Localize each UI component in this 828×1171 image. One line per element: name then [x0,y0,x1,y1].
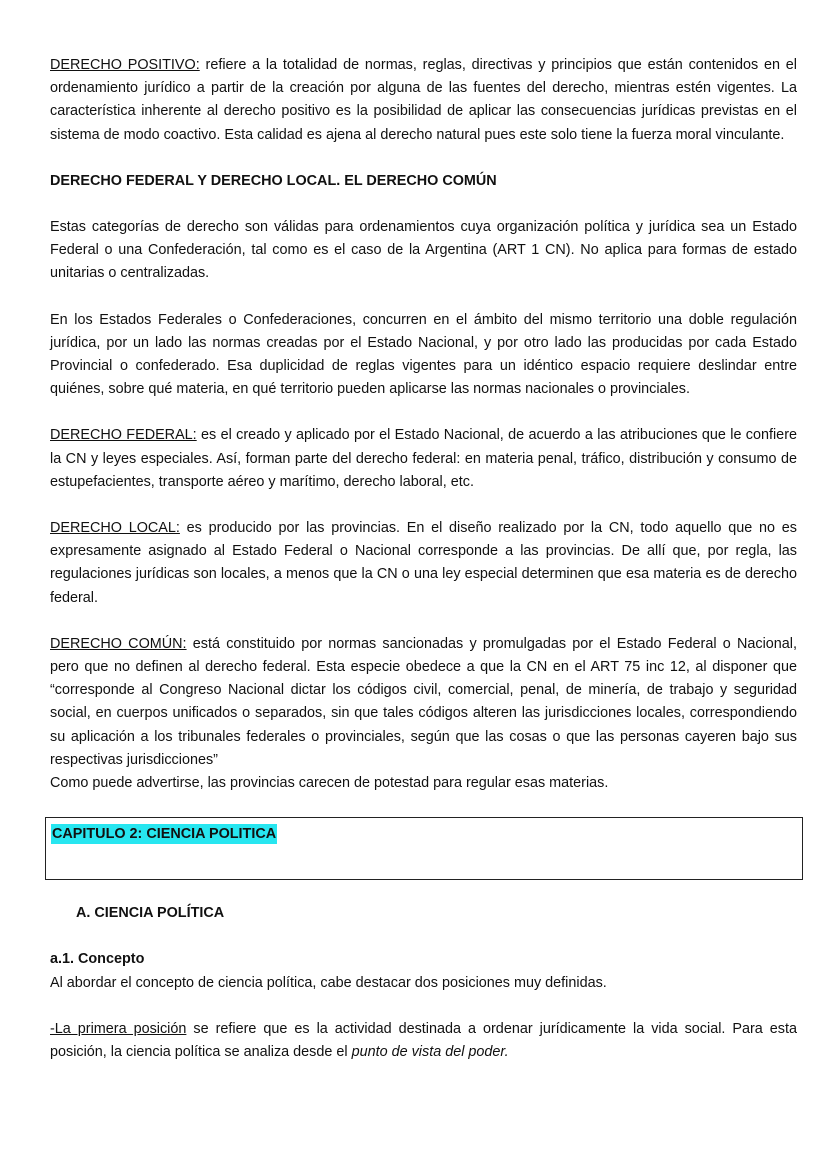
paragraph-conclusion: Como puede advertirse, las provincias carecen de potestad para regular esas materias. [50,775,609,792]
text-primera-posicion: se refiere que es la actividad destinada a ordenar jurídicamente la vida social. Para esta posición, la ciencia política se analiza desde el [50,1020,798,1061]
paragraph-derecho-federal [50,424,797,494]
subsection-heading-concepto: a.1. Concepto [50,951,145,968]
chapter-box [45,817,803,880]
text-derecho-comun: está constituido por normas sancionadas y promulgadas por el Estado Federal o Nacional, pero que no definen al derecho federal. Esta especie obedece a que la CN en el ART 75 inc 12, al disponer que “corresponde al Congreso Nacional dictar los códigos civil, comercial, penal, de minería, de trabajo y seguridad social, en cuerpos unificados o separados, sin que tales códigos alteren las jurisdicciones locales, correspondiendo su aplicación a los tribunales federales o provinciales, según que las cosas o que las personas cayeren bajo sus respectivas jurisdicciones” [50,635,797,768]
paragraph-derecho-local [50,517,797,610]
section-heading-ciencia-politica: A. CIENCIA POLÍTICA [76,905,225,922]
term-derecho-federal: DERECHO FEDERAL: [50,427,197,444]
heading-derecho-federal-local: DERECHO FEDERAL Y DERECHO LOCAL. EL DERECHO COMÚN [50,172,497,189]
term-primera-posicion: -La primera posición [50,1020,187,1037]
text-derecho-federal: es el creado y aplicado por el Estado Nacional, de acuerdo a las atribuciones que le confiere la CN y leyes especiales. Así, forman parte del derecho federal: en materia penal, tráfico, distribución y consumo de estupefacientes, transporte aéreo y marítimo, derecho laboral, etc. [50,427,797,490]
paragraph-estados-federales: En los Estados Federales o Confederaciones, concurren en el ámbito del mismo territorio una doble regulación jurídica, por un lado las normas creadas por el Estado Nacional, y por otro lado las producidas por cada Estado Provincial o confederado. Esa duplicidad de reglas vigentes para un idéntico espacio requiere deslindar entre quiénes, sobre qué materia, en qué territorio pueden aplicarse las normas nacionales o provinciales. [50,311,797,398]
paragraph-concepto-intro: Al abordar el concepto de ciencia política, cabe destacar dos posiciones muy definidas. [50,974,607,991]
term-derecho-local: DERECHO LOCAL: [50,520,180,537]
paragraph-primera-posicion [50,1018,797,1064]
term-derecho-comun: DERECHO COMÚN: [50,635,187,652]
paragraph-categorias: Estas categorías de derecho son válidas para ordenamientos cuya organización política y jurídica sea un Estado Federal o una Confederación, tal como es el caso de la Argentina (ART 1 CN). No aplica para formas de estado unitarias o centralizadas. [50,219,797,282]
chapter-title: CAPITULO 2: CIENCIA POLITICA [52,826,277,843]
emphasis-punto-de-vista: punto de vista del poder. [351,1044,509,1061]
text-derecho-positivo: refiere a la totalidad de normas, reglas, directivas y principios que están contenidos en el ordenamiento jurídico a partir de la creación por alguna de las fuentes del derecho, mientras estén vigentes. La característica inherente al derecho positivo es la posibilidad de aplicar las consecuencias jurídicas previstas en el sistema de modo coactivo. Esta calidad es ajena al derecho natural pues este solo tiene la fuerza moral vinculante. [50,57,797,143]
paragraph-derecho-positivo [50,54,797,147]
term-derecho-positivo: DERECHO POSITIVO: [50,57,200,73]
paragraph-derecho-comun [50,633,797,772]
text-derecho-local: es producido por las provincias. En el diseño realizado por la CN, todo aquello que no es expresamente asignado al Estado Federal o Nacional corresponde a las provincias. De allí que, por regla, las regulaciones jurídicas son locales, a menos que la CN o una ley especial determinen que esa materia es de derecho federal. [50,520,797,606]
